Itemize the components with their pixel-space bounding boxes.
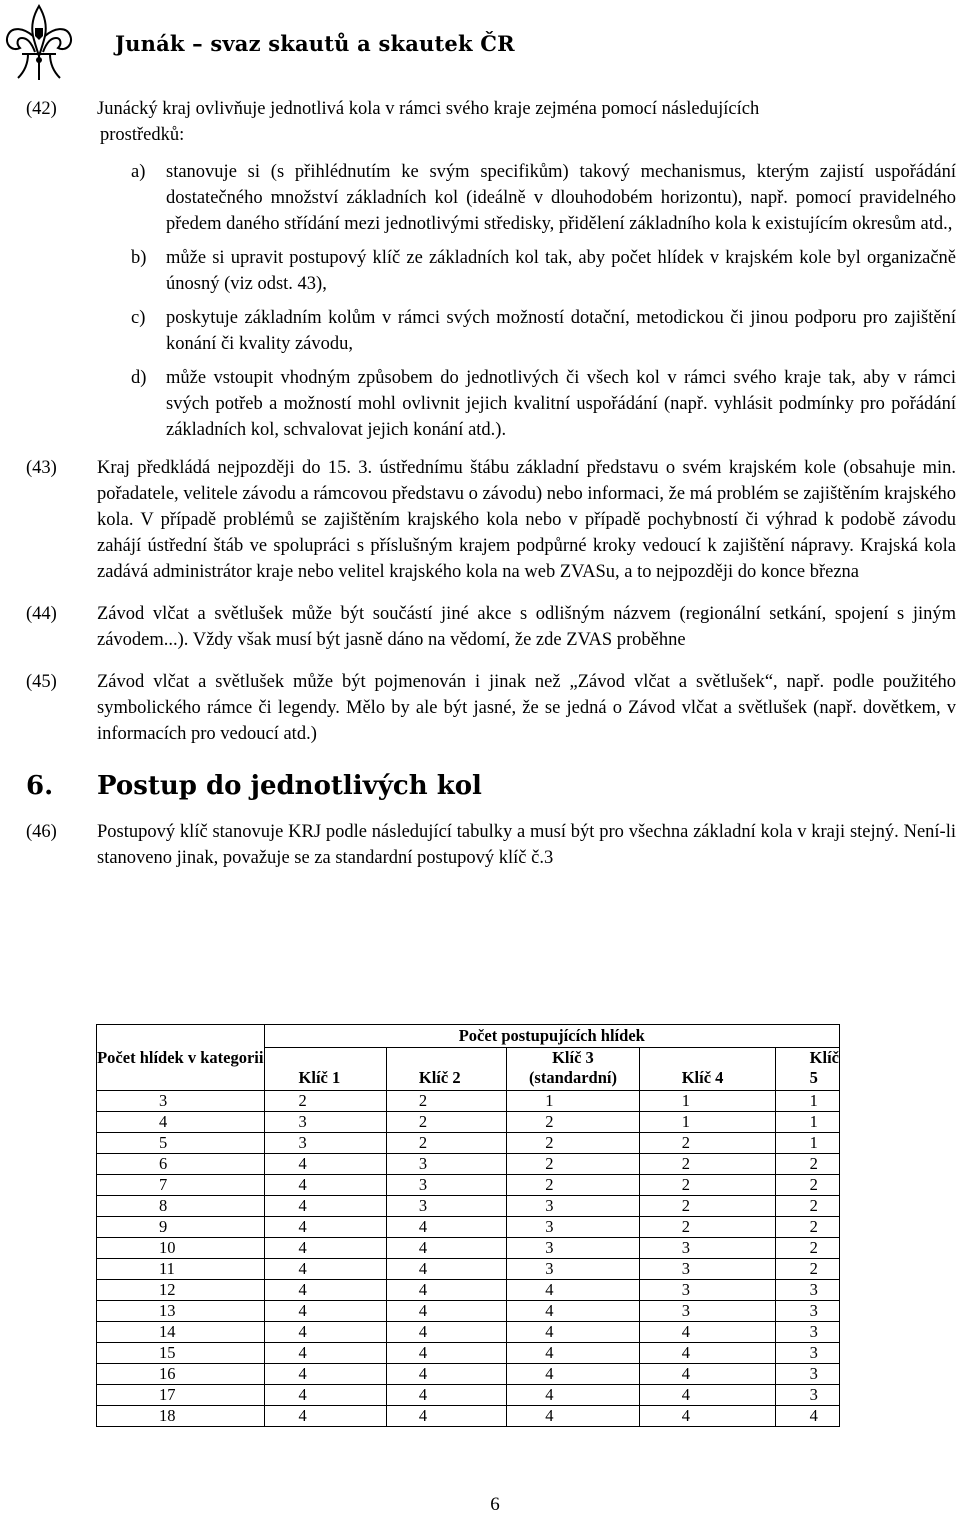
paragraph-text-line: prostředků: (100, 125, 185, 145)
table-row (97, 1154, 840, 1175)
cell-key-3: 2 (507, 1112, 640, 1133)
cell-key-3: 4 (507, 1322, 640, 1343)
cell-key-1: 4 (264, 1154, 386, 1175)
cell-category-count: 4 (97, 1112, 265, 1133)
header-key-1: Klíč 1 (264, 1048, 386, 1091)
cell-key-1: 3 (264, 1133, 386, 1154)
cell-category-count: 10 (97, 1238, 265, 1259)
header-key-4: Klíč 4 (639, 1048, 775, 1091)
cell-category-count: 12 (97, 1280, 265, 1301)
table-row (97, 1133, 840, 1154)
header-key-5: Klíč 5 (775, 1048, 839, 1091)
cell-category-count: 18 (97, 1406, 265, 1427)
cell-key-5: 1 (775, 1112, 839, 1133)
cell-key-5: 2 (775, 1154, 839, 1175)
table-row (97, 1217, 840, 1238)
cell-key-4: 3 (639, 1280, 775, 1301)
paragraph-number: (45) (26, 672, 57, 692)
cell-key-4: 4 (639, 1406, 775, 1427)
table-row (97, 1112, 840, 1133)
list-item-a (0, 159, 960, 237)
cell-key-1: 3 (264, 1112, 386, 1133)
cell-key-4: 1 (639, 1112, 775, 1133)
paragraph-42 (0, 96, 960, 148)
cell-key-5: 2 (775, 1259, 839, 1280)
table-row (97, 1322, 840, 1343)
table-row (97, 1196, 840, 1217)
cell-key-1: 4 (264, 1175, 386, 1196)
cell-key-2: 4 (386, 1385, 506, 1406)
paragraph-46 (0, 819, 960, 871)
cell-key-1: 4 (264, 1364, 386, 1385)
cell-key-4: 4 (639, 1322, 775, 1343)
cell-key-2: 4 (386, 1406, 506, 1427)
junak-fleur-de-lis-logo (2, 2, 76, 84)
cell-key-2: 2 (386, 1091, 506, 1112)
cell-key-4: 2 (639, 1175, 775, 1196)
cell-category-count: 8 (97, 1196, 265, 1217)
cell-key-5: 1 (775, 1133, 839, 1154)
list-item-d (0, 365, 960, 443)
table-row (97, 1343, 840, 1364)
cell-key-1: 4 (264, 1406, 386, 1427)
paragraph-number: (46) (26, 822, 57, 842)
cell-key-2: 4 (386, 1322, 506, 1343)
paragraph-text: Závod vlčat a světlušek může být pojmenován i jinak než „Závod vlčat a světlušek“, např. podle použitého symbolického rámce či legendy. Mělo by ale být jasné, že se jedná o Závod vlčat a světlušek (např. dovětkem, v informacích pro vedoucí atd.) (97, 672, 956, 744)
cell-category-count: 15 (97, 1343, 265, 1364)
section-number: 6. (26, 771, 54, 801)
header-key-3: Klíč 3 (standardní) (507, 1048, 640, 1091)
cell-key-1: 4 (264, 1343, 386, 1364)
paragraph-text (97, 96, 956, 148)
section-heading (0, 771, 960, 803)
table-row (97, 1259, 840, 1280)
cell-key-1: 4 (264, 1322, 386, 1343)
table-row (97, 1406, 840, 1427)
cell-key-3: 4 (507, 1343, 640, 1364)
cell-category-count: 3 (97, 1091, 265, 1112)
cell-key-4: 2 (639, 1133, 775, 1154)
cell-key-1: 2 (264, 1091, 386, 1112)
cell-key-3: 1 (507, 1091, 640, 1112)
organization-name: Junák – svaz skautů a skautek ČR (115, 31, 515, 56)
section-title: Postup do jednotlivých kol (97, 771, 482, 801)
table-row (97, 1280, 840, 1301)
paragraph-text: Závod vlčat a světlušek může být součástí jiné akce s odlišným názvem (regionální setkání, spojení s jiným závodem...). Vždy však musí být jasně dáno na vědomí, že zde ZVAS proběhne (97, 604, 956, 650)
cell-key-2: 2 (386, 1133, 506, 1154)
cell-key-5: 3 (775, 1343, 839, 1364)
cell-key-5: 3 (775, 1301, 839, 1322)
cell-key-5: 3 (775, 1385, 839, 1406)
paragraph-text-line: Junácký kraj ovlivňuje jednotlivá kola v rámci svého kraje zejména pomocí následujících (97, 99, 760, 119)
list-item-letter: d) (131, 368, 147, 388)
cell-key-2: 3 (386, 1175, 506, 1196)
cell-category-count: 5 (97, 1133, 265, 1154)
table-row (97, 1238, 840, 1259)
cell-key-4: 2 (639, 1154, 775, 1175)
cell-key-2: 4 (386, 1280, 506, 1301)
cell-key-3: 4 (507, 1364, 640, 1385)
cell-key-1: 4 (264, 1280, 386, 1301)
list-item-letter: c) (131, 308, 146, 328)
cell-key-1: 4 (264, 1259, 386, 1280)
table-row (97, 1301, 840, 1322)
table-row (97, 1385, 840, 1406)
cell-key-2: 4 (386, 1343, 506, 1364)
cell-key-4: 4 (639, 1385, 775, 1406)
cell-key-3: 2 (507, 1154, 640, 1175)
cell-category-count: 14 (97, 1322, 265, 1343)
cell-category-count: 6 (97, 1154, 265, 1175)
table-body (97, 1091, 840, 1427)
paragraph-43 (0, 455, 960, 585)
document-body (0, 96, 960, 882)
list-item-text: stanovuje si (s přihlédnutím ke svým specifikům) takový mechanismus, kterým zajistí uspořádání dostatečného množství základních kol (ideálně v dlouhodobém horizontu), např. pomocí pravidelného předem daného střídání mezi jednotlivými středisky, přidělení základního kola k existujícím okresům atd., (166, 162, 956, 234)
paragraph-number: (43) (26, 458, 57, 478)
paragraph-number: (44) (26, 604, 57, 624)
cell-key-5: 2 (775, 1238, 839, 1259)
list-item-letter: a) (131, 162, 146, 182)
cell-key-2: 4 (386, 1301, 506, 1322)
table-row (97, 1364, 840, 1385)
cell-key-5: 3 (775, 1364, 839, 1385)
cell-key-1: 4 (264, 1217, 386, 1238)
cell-key-5: 4 (775, 1406, 839, 1427)
cell-key-3: 4 (507, 1406, 640, 1427)
cell-key-1: 4 (264, 1301, 386, 1322)
list-item-text: může vstoupit vhodným způsobem do jednotlivých či všech kol v rámci svého kraje tak, aby v rámci svých potřeb a možností mohl ovlivnit jejich kvalitní uspořádání (např. vyhlásit podmínky pro pořádání základních kol, schvalovat jejich konání atd.). (166, 368, 956, 440)
cell-key-5: 2 (775, 1196, 839, 1217)
cell-key-3: 3 (507, 1217, 640, 1238)
list-item-letter: b) (131, 248, 147, 268)
cell-key-3: 3 (507, 1259, 640, 1280)
cell-key-2: 2 (386, 1112, 506, 1133)
cell-key-5: 1 (775, 1091, 839, 1112)
cell-key-4: 4 (639, 1343, 775, 1364)
cell-key-4: 2 (639, 1217, 775, 1238)
cell-key-1: 4 (264, 1238, 386, 1259)
cell-key-1: 4 (264, 1385, 386, 1406)
cell-key-4: 3 (639, 1259, 775, 1280)
header-key-2: Klíč 2 (386, 1048, 506, 1091)
progression-key-table (96, 1024, 840, 1427)
cell-key-2: 3 (386, 1196, 506, 1217)
cell-key-5: 2 (775, 1175, 839, 1196)
cell-key-4: 4 (639, 1364, 775, 1385)
page-number: 6 (490, 1494, 500, 1515)
cell-key-2: 4 (386, 1217, 506, 1238)
cell-category-count: 17 (97, 1385, 265, 1406)
cell-key-5: 3 (775, 1322, 839, 1343)
paragraph-text: Postupový klíč stanovuje KRJ podle následující tabulky a musí být pro všechna základní kola v kraji stejný. Není-li stanoveno jinak, považuje se za standardní postupový klíč č.3 (97, 822, 956, 868)
cell-key-3: 2 (507, 1175, 640, 1196)
cell-category-count: 9 (97, 1217, 265, 1238)
cell-key-3: 4 (507, 1385, 640, 1406)
list-item-text: poskytuje základním kolům v rámci svých možností dotační, metodickou či jinou podporu pro zajištění konání či kvality závodu, (166, 308, 956, 354)
cell-key-2: 3 (386, 1154, 506, 1175)
cell-key-4: 1 (639, 1091, 775, 1112)
cell-key-2: 4 (386, 1259, 506, 1280)
cell-key-4: 3 (639, 1238, 775, 1259)
cell-key-4: 3 (639, 1301, 775, 1322)
cell-key-3: 2 (507, 1133, 640, 1154)
list-item-text: může si upravit postupový klíč ze základních kol tak, aby počet hlídek v krajském kole byl organizačně únosný (viz odst. 43), (166, 248, 956, 294)
cell-key-2: 4 (386, 1364, 506, 1385)
cell-key-3: 4 (507, 1280, 640, 1301)
cell-key-3: 4 (507, 1301, 640, 1322)
header-advancing-patrols: Počet postupujících hlídek (264, 1025, 839, 1048)
paragraph-number: (42) (26, 99, 57, 119)
list-item-b (0, 245, 960, 297)
cell-key-4: 2 (639, 1196, 775, 1217)
cell-category-count: 7 (97, 1175, 265, 1196)
cell-key-3: 3 (507, 1238, 640, 1259)
header-category: Počet hlídek v kategorii (97, 1025, 265, 1091)
table-row (97, 1175, 840, 1196)
cell-key-5: 2 (775, 1217, 839, 1238)
cell-key-2: 4 (386, 1238, 506, 1259)
cell-key-3: 3 (507, 1196, 640, 1217)
cell-key-1: 4 (264, 1196, 386, 1217)
cell-category-count: 13 (97, 1301, 265, 1322)
cell-key-5: 3 (775, 1280, 839, 1301)
paragraph-text: Kraj předkládá nejpozději do 15. 3. ústřednímu štábu základní představu o svém krajském kole (obsahuje min. pořadatele, velitele závodu a rámcovou představu o závodu) nebo informaci, že má problém se zajištěním krajského kola. V případě problémů se zajištěním krajského kola nebo v případě pochybností či výhrad k podobě závodu zahájí ústřední štáb ve spolupráci s příslušným krajem podpůrné kroky vedoucí k zajištění nápravy. Krajská kola zadává administrátor kraje nebo velitel krajského kola na web ZVASu, a to nejpozději do konce března (97, 458, 956, 582)
cell-category-count: 11 (97, 1259, 265, 1280)
cell-category-count: 16 (97, 1364, 265, 1385)
list-item-c (0, 305, 960, 357)
table-row (97, 1091, 840, 1112)
paragraph-45 (0, 669, 960, 747)
paragraph-44 (0, 601, 960, 653)
